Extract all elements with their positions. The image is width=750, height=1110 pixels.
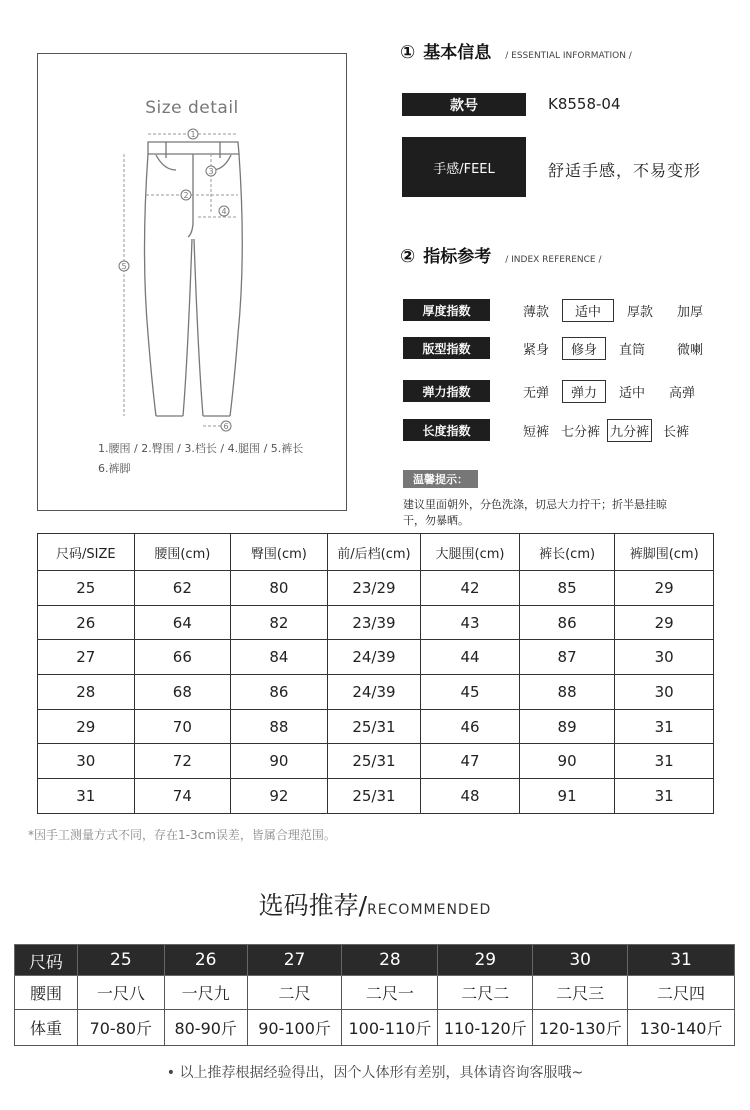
style-number-label: 款号 — [402, 93, 526, 116]
index-row-elasticity — [403, 380, 708, 402]
table-cell: 31 — [615, 779, 714, 814]
tips-line-1: 建议里面朝外，分色洗涤，切忌大力拧干；折半悬挂晾 — [403, 498, 667, 511]
table-cell: 130-140斤 — [628, 1010, 735, 1046]
table-cell: 25/31 — [327, 744, 421, 779]
column-header: 尺码/SIZE — [38, 534, 135, 571]
index-option: 短裤 — [523, 424, 550, 440]
table-cell: 30 — [533, 945, 628, 976]
feel-value: 舒适手感，不易变形 — [548, 161, 702, 180]
table-cell: 110-120斤 — [438, 1010, 533, 1046]
size-diagram — [37, 53, 347, 511]
table-cell: 29 — [38, 709, 135, 744]
table-cell: 30 — [38, 744, 135, 779]
size-table — [37, 533, 714, 814]
index-option: 直筒 — [619, 342, 646, 358]
table-cell: 85 — [519, 571, 615, 606]
table-cell: 47 — [421, 744, 520, 779]
diagram-legend — [98, 439, 338, 479]
index-option-selected: 弹力 — [562, 380, 606, 403]
recommend-table — [14, 944, 735, 1046]
table-cell: 100-110斤 — [342, 1010, 438, 1046]
index-option: 加厚 — [677, 304, 704, 320]
table-cell: 43 — [421, 605, 520, 640]
index-option: 紧身 — [523, 342, 550, 358]
table-cell: 28 — [38, 675, 135, 710]
column-header: 臀围(cm) — [231, 534, 328, 571]
table-cell: 25/31 — [327, 709, 421, 744]
table-cell: 88 — [231, 709, 328, 744]
table-cell: 90-100斤 — [247, 1010, 342, 1046]
column-header: 腰围(cm) — [134, 534, 231, 571]
table-cell: 74 — [134, 779, 231, 814]
table-cell: 91 — [519, 779, 615, 814]
index-option: 长裤 — [663, 424, 690, 440]
table-cell: 84 — [231, 640, 328, 675]
section-number: ① — [400, 42, 416, 63]
table-cell: 27 — [38, 640, 135, 675]
table-cell: 90 — [231, 744, 328, 779]
table-cell: 64 — [134, 605, 231, 640]
table-row — [38, 675, 714, 710]
recommend-footer-note: • 以上推荐根据经验得出，因个人体形有差别，具体请咨询客服哦~ — [166, 1065, 584, 1081]
table-cell: 一尺八 — [77, 976, 164, 1010]
table-cell: 31 — [615, 709, 714, 744]
table-cell: 二尺三 — [533, 976, 628, 1010]
index-option: 适中 — [619, 385, 646, 401]
table-cell: 48 — [421, 779, 520, 814]
index-option: 厚款 — [627, 304, 654, 320]
table-cell: 86 — [231, 675, 328, 710]
index-label: 厚度指数 — [403, 299, 490, 321]
table-cell: 87 — [519, 640, 615, 675]
index-label: 版型指数 — [403, 337, 490, 359]
section-title: 基本信息 — [423, 43, 492, 63]
table-row — [38, 571, 714, 606]
table-cell: 二尺四 — [628, 976, 735, 1010]
table-row — [38, 709, 714, 744]
index-row-length — [403, 419, 702, 441]
table-cell: 80-90斤 — [164, 1010, 247, 1046]
table-cell: 31 — [615, 744, 714, 779]
marker-6: 6 — [223, 422, 229, 431]
table-cell: 二尺 — [247, 976, 342, 1010]
index-header — [400, 242, 602, 267]
legend-line-1: 1.腰围 / 2.臀围 / 3.档长 / 4.腿围 / 5.裤长 — [98, 442, 304, 455]
table-row — [38, 605, 714, 640]
recommend-header-row — [15, 945, 735, 976]
section-title: 指标参考 — [423, 247, 492, 267]
tips-text — [403, 497, 703, 529]
table-cell: 92 — [231, 779, 328, 814]
index-option: 无弹 — [523, 385, 550, 401]
table-cell: 27 — [247, 945, 342, 976]
table-cell: 23/29 — [327, 571, 421, 606]
diagram-title: Size detail — [145, 98, 239, 118]
table-cell: 68 — [134, 675, 231, 710]
table-cell: 25 — [77, 945, 164, 976]
table-cell: 二尺一 — [342, 976, 438, 1010]
feel-label: 手感/FEEL — [402, 137, 526, 197]
column-header: 大腿围(cm) — [421, 534, 520, 571]
table-cell: 89 — [519, 709, 615, 744]
index-option-selected: 适中 — [562, 299, 614, 322]
index-option: 七分裤 — [561, 424, 601, 440]
table-cell: 24/39 — [327, 675, 421, 710]
column-header: 前/后档(cm) — [327, 534, 421, 571]
section-subtitle: / INDEX REFERENCE / — [505, 255, 602, 265]
style-number-value: K8558-04 — [548, 95, 621, 113]
index-option: 微喇 — [677, 342, 704, 358]
table-cell: 72 — [134, 744, 231, 779]
marker-1: 1 — [190, 130, 196, 139]
table-header-row — [38, 534, 714, 571]
table-cell: 88 — [519, 675, 615, 710]
table-cell: 46 — [421, 709, 520, 744]
table-cell: 一尺九 — [164, 976, 247, 1010]
table-cell: 82 — [231, 605, 328, 640]
table-cell: 29 — [438, 945, 533, 976]
index-option: 高弹 — [669, 385, 696, 401]
section-subtitle: / ESSENTIAL INFORMATION / — [505, 51, 632, 61]
table-cell: 70-80斤 — [77, 1010, 164, 1046]
table-cell: 86 — [519, 605, 615, 640]
table-cell: 30 — [615, 675, 714, 710]
recommend-waist-row — [15, 976, 735, 1010]
basic-info-header — [400, 38, 632, 63]
table-cell: 62 — [134, 571, 231, 606]
recommend-subtitle: RECOMMENDED — [367, 902, 492, 918]
table-cell: 28 — [342, 945, 438, 976]
column-header: 裤脚围(cm) — [615, 534, 714, 571]
section-number: ② — [400, 246, 416, 267]
table-cell: 30 — [615, 640, 714, 675]
table-cell: 24/39 — [327, 640, 421, 675]
table-cell: 尺码 — [15, 945, 78, 976]
table-cell: 66 — [134, 640, 231, 675]
column-header: 裤长(cm) — [519, 534, 615, 571]
index-option-selected: 九分裤 — [607, 419, 652, 442]
marker-4: 4 — [221, 207, 227, 216]
marker-3: 3 — [208, 167, 214, 176]
tips-line-2: 干，勿暴晒。 — [403, 514, 469, 527]
recommend-title: 选码推荐/ — [258, 891, 368, 920]
table-cell: 29 — [615, 605, 714, 640]
measurement-note: *因手工测量方式不同，存在1-3cm误差，皆属合理范围。 — [28, 828, 336, 842]
table-cell: 23/39 — [327, 605, 421, 640]
tips-label: 温馨提示： — [403, 470, 478, 488]
marker-5: 5 — [121, 262, 127, 271]
table-cell: 44 — [421, 640, 520, 675]
index-option: 薄款 — [523, 304, 550, 320]
table-cell: 体重 — [15, 1010, 78, 1046]
index-option-selected: 修身 — [562, 337, 606, 360]
table-cell: 腰围 — [15, 976, 78, 1010]
table-cell: 31 — [38, 779, 135, 814]
table-cell: 25 — [38, 571, 135, 606]
index-label: 弹力指数 — [403, 380, 490, 402]
table-cell: 29 — [615, 571, 714, 606]
recommend-header — [0, 886, 750, 922]
table-cell: 120-130斤 — [533, 1010, 628, 1046]
recommend-weight-row — [15, 1010, 735, 1046]
table-cell: 42 — [421, 571, 520, 606]
index-row-fit — [403, 337, 716, 359]
table-cell: 26 — [164, 945, 247, 976]
table-cell: 90 — [519, 744, 615, 779]
table-cell: 70 — [134, 709, 231, 744]
table-cell: 二尺二 — [438, 976, 533, 1010]
table-row — [38, 640, 714, 675]
legend-line-2: 6.裤脚 — [98, 462, 131, 475]
table-row — [38, 744, 714, 779]
index-label: 长度指数 — [403, 419, 490, 441]
table-cell: 80 — [231, 571, 328, 606]
index-row-thickness — [403, 299, 716, 321]
table-cell: 26 — [38, 605, 135, 640]
table-cell: 25/31 — [327, 779, 421, 814]
table-row — [38, 779, 714, 814]
table-cell: 31 — [628, 945, 735, 976]
marker-2: 2 — [183, 191, 189, 200]
table-cell: 45 — [421, 675, 520, 710]
